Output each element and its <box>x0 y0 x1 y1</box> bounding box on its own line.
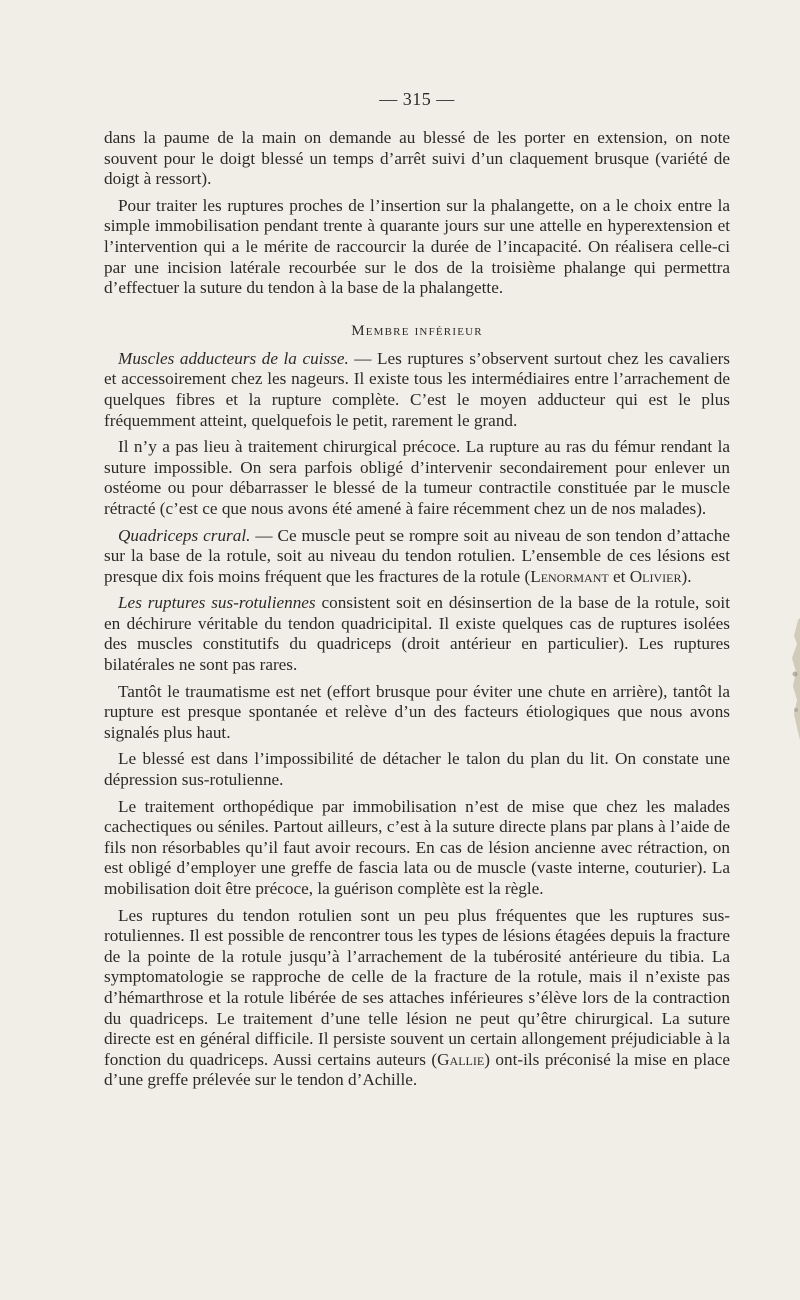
edge-stain-decoration <box>784 614 800 744</box>
author-gallie: Gallie <box>437 1049 485 1069</box>
quadriceps-text: — Ce muscle peut se rompre soit au niveau de son tendon d’attache sur la base de la rotule, soit au niveau du tendon rotulien. L’ensemble de ces lésions est presque dix fois moins fréquent que les fractures de la rotule ( <box>104 525 730 586</box>
quadriceps-heading: Quadriceps crural. <box>118 525 251 545</box>
author-olivier: Olivier <box>629 566 682 586</box>
paragraph-adducteurs <box>104 349 730 431</box>
paragraph-phalangette: Pour traiter les ruptures proches de l’insertion sur la phalangette, on a le choix entre la simple immobilisation pendant trente à quarante jours sur une attelle en hyperextension et l’intervention qui a le mérite de raccourcir la durée de l’incapacité. On réalisera celle-ci par une incision latérale recourbée sur le dos de la troisième phalange qui permettra d’effectuer la suture du tendon à la base de la phalangette. <box>104 195 730 298</box>
page-body <box>104 88 730 1097</box>
paragraph-quadriceps <box>104 526 730 588</box>
paragraph-tendon-rotulien <box>104 906 730 1091</box>
sus-rotuliennes-text: consistent soit en désinsertion de la base de la rotule, soit en déchirure véritable du tendon quadricipital. Il existe quelques cas de ruptures isolées des muscles constitutifs du quadriceps (droit antérieur en particulier). Les ruptures bilatérales ne sont pas rares. <box>104 593 730 675</box>
paragraph-tantot: Tantôt le traumatisme est net (effort brusque pour éviter une chute en arrière), tantôt la rupture est presque spontanée et relève d’un des facteurs étiologiques que nous avons signalés plus haut. <box>104 681 730 742</box>
quadriceps-conj: et <box>608 566 630 586</box>
author-lenormant: Lenormant <box>530 566 609 586</box>
quadriceps-end: ). <box>681 566 692 586</box>
section-title: Membre inférieur <box>351 322 483 339</box>
page-number: — 315 — <box>379 89 455 109</box>
tendon-rotulien-text: Les ruptures du tendon rotulien sont un peu plus fréquentes que les ruptures sus-rotuliennes. Il est possible de rencontrer tous les types de lésions étagées depuis la fracture de la pointe de la rotule jusqu’à l’arrachement de la tubérosité antérieure du tibia. La symptomatologie se rapproche de celle de la fracture de la rotule, mais il n’existe pas d’hémarthrose et la rotule libérée de ses attaches inférieures s’élève lors de la contraction du quadriceps. Le traitement d’une telle lésion ne peut qu’être chirurgical. La suture directe est en général difficile. Il persiste souvent un certain allongement préjudiciable à la fonction du quadriceps. Aussi certains auteurs ( <box>104 905 730 1069</box>
sus-rotuliennes-heading: Les ruptures sus-rotuliennes <box>118 593 316 613</box>
tendon-rotulien-end: ) ont-ils préconisé la mise en place d’une greffe prélevée sur le tendon d’Achille. <box>104 1049 730 1090</box>
paragraph-traitement-adducteurs: Il n’y a pas lieu à traitement chirurgical précoce. La rupture au ras du fémur rendant la suture impossible. On sera parfois obligé d’intervenir secondairement pour enlever un ostéome ou pour débarrasser le blessé de la tumeur contractile constituée par le muscle rétracté (c’est ce que nous avons été amené à faire récemment chez un de nos malades). <box>104 437 730 518</box>
adducteurs-text: — Les ruptures s’observent surtout chez les cavaliers et accessoirement chez les nageurs. Il existe tous les intermédiaires entre l’arrachement de quelques fibres et la rupture complète. C’est le moyen adducteur qui est le plus fréquemment atteint, quelquefois le petit, rarement le grand. <box>104 348 730 430</box>
paragraph-doigt-ressort: dans la paume de la main on demande au blessé de les porter en extension, on note souvent pour le doigt blessé un temps d’arrêt suivi d’un claquement brusque (variété de doigt à ressort). <box>104 128 730 189</box>
adducteurs-heading: Muscles adducteurs de la cuisse. <box>118 348 349 368</box>
paragraph-orthopedique: Le traitement orthopédique par immobilisation n’est de mise que chez les malades cachectiques ou séniles. Partout ailleurs, c’est à la suture directe plans par plans à l’aide de fils non résorbables qu’il faut avoir recours. En cas de lésion ancienne avec rétraction, on est obligé d’employer une greffe de fascia lata ou de muscle (vaste interne, couturier). La mobilisation doit être précoce, la guérison complète est la règle. <box>104 796 730 898</box>
paragraph-blesse: Le blessé est dans l’impossibilité de détacher le talon du plan du lit. On constate une dépression sus-rotulienne. <box>104 749 730 790</box>
paragraph-sus-rotuliennes <box>104 593 730 675</box>
